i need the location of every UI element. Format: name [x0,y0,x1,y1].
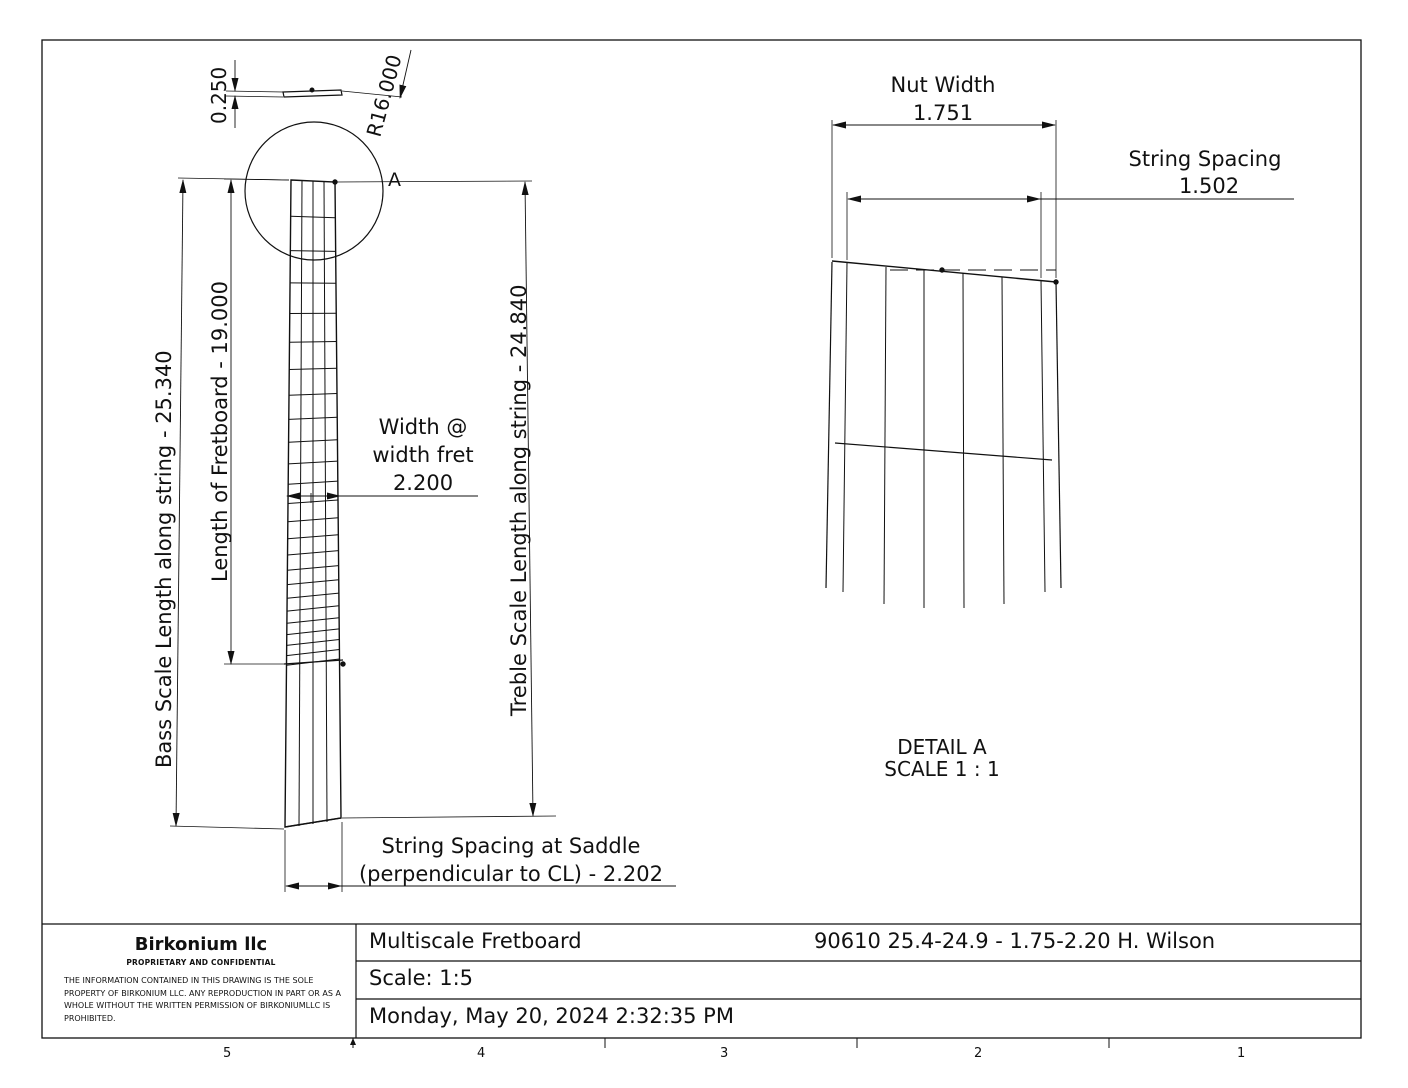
width-fret-line1: Width @ [378,415,468,439]
company-name: Birkonium llc [134,934,268,955]
proprietary-notice: THE INFORMATION CONTAINED IN THIS DRAWING IS THE SOLE PROPERTY OF BIRKONIUM LLC. ANY REPRODUCTION IN PART OR AS A WHOLE WITHOUT THE WRITTEN PERMISSION OF BIRKONIUMLLC IS PROHIBITED. [64,976,341,1023]
detail-callout-label: A [388,169,401,191]
detail-scale: SCALE 1 : 1 [884,757,1000,781]
string-spacing-value: 1.502 [1178,174,1240,198]
fretboard-view [284,180,345,827]
sheet-border [42,40,1361,1038]
fret-line [291,216,336,217]
zone-label: 4 [477,1046,486,1061]
fret-line [289,368,337,369]
saddle-line1: String Spacing at Saddle [381,834,641,858]
part-number: 90610 25.4-24.9 - 1.75-2.20 H. Wilson [814,929,1216,953]
detail-circle [245,122,383,260]
proprietary-label: PROPRIETARY AND CONFIDENTIAL [126,958,276,967]
drawing-scale: Scale: 1:5 [369,966,474,990]
zone-ticks [353,1038,1109,1048]
fret-line [290,342,337,343]
detail-title: DETAIL A [897,735,987,759]
bass-scale-label: Bass Scale Length along string - 25.340 [152,350,176,768]
width-fret-value: 2.200 [392,471,454,495]
treble-scale-label: Treble Scale Length along string - 24.840 [507,284,531,716]
part-name: Multiscale Fretboard [369,929,582,953]
nut-width-label: Nut Width [890,73,996,97]
width-fret-line2: width fret [372,443,474,467]
saddle-line2: (perpendicular to CL) - 2.202 [358,862,664,886]
zone-label: 1 [1237,1046,1246,1061]
zone-label: 5 [223,1046,232,1061]
fret-line [290,251,335,252]
zone-label: 2 [974,1046,983,1061]
nut-width-value: 1.751 [912,101,974,125]
bass-scale-dim-line [176,180,183,826]
fretboard-length-label: Length of Fretboard - 19.000 [208,281,232,582]
thickness-label: 0.250 [207,66,231,124]
drawing-date: Monday, May 20, 2024 2:32:35 PM [369,1004,734,1028]
string-spacing-label: String Spacing [1128,147,1282,171]
zone-label: 3 [720,1046,729,1061]
radius-label: R16.000 [361,52,407,140]
